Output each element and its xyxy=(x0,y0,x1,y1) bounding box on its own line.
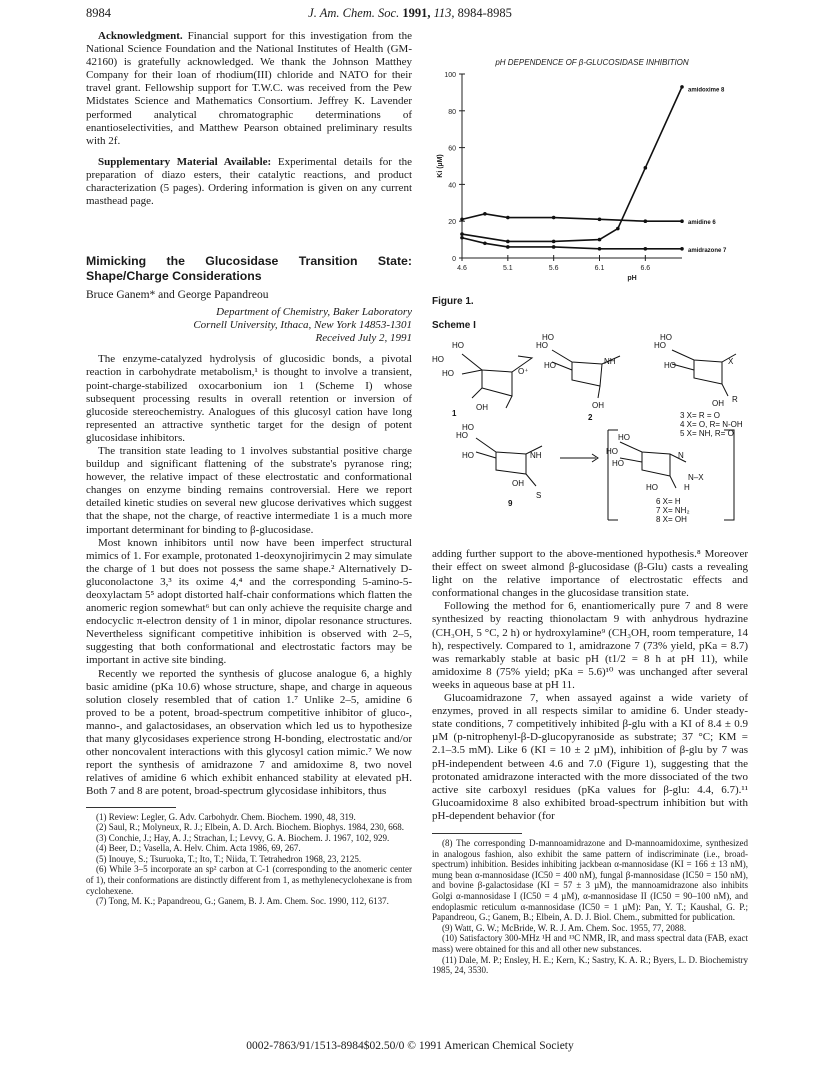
figure-title: pH DEPENDENCE OF β-GLUCOSIDASE INHIBITION xyxy=(495,58,689,67)
c6-h: H xyxy=(684,483,690,492)
scheme-structures xyxy=(432,334,748,540)
body-paragraph-2: The transition state leading to 1 involves substantial positive charge buildup and significant flattening of the substrate's pyranose ring; however, the relative impact of these electrostatic and conformational changes on enzyme binding remains controversial. Here we report detailed kinetic studies on several new glucose derivatives which suggest that the shape, not the charge, of reactive intermediate 1 is a much more important determinant for binding to β-glucosidase. xyxy=(86,444,412,536)
series-0-point-5 xyxy=(644,166,648,170)
c1-oh: OH xyxy=(476,403,488,412)
c9-oh: OH xyxy=(512,479,524,488)
y-tick-label-4: 80 xyxy=(448,108,456,116)
page-footer: 0002-7863/91/1513-8984$02.50/0 © 1991 American Chemical Society xyxy=(246,1040,574,1052)
c2-oh: OH xyxy=(592,401,604,410)
c6-ho-3: HO xyxy=(612,459,624,468)
c2-ho-1: HO xyxy=(536,341,548,350)
footnote-rule xyxy=(86,807,176,808)
right-footnote-rule xyxy=(432,833,522,834)
c1-ho-1: HO xyxy=(452,341,464,350)
journal-volume: 113, xyxy=(433,6,455,20)
footnote-8: (8) The corresponding D-mannoamidrazone and D-mannoamidoxime, synthesized in analogous fashion, also exhibit the same pattern of indiscriminate (i.e., broad-spectrum) inhibition. Besides inhibiting jackbean α-mannosidase (KI = 166 ± 13 nM), mung bean α-mannosidase (IC50 = 400 nM), fungal β-mannosidase (IC50 = 150 nM), and bovine β-galactosidase (KI = 57 ± 3 µM), the mannoamidrazone also inhibits Golgi α-mannosidase I (IC50 = 4 µM), α-mannosidase II (IC50 = 90–100 nM), and endoplasmic reticulum α-mannosidase (IC50 = 1 µM): Pan, Y. T.; Kaushal, G. P.; Papandreou, G.; Ganem, B.; Elbein, A. D. J. Biol. Chem., submitted for publication. xyxy=(432,837,748,923)
footnote-7: (7) Tong, M. K.; Papandreou, G.; Ganem, B. J. Am. Chem. Soc. 1990, 112, 6137. xyxy=(96,896,389,907)
compound-2-label: 2 xyxy=(588,413,593,422)
c6-nx: N–X xyxy=(688,473,704,482)
legend-8: 8 X= OH xyxy=(656,515,687,524)
series-label-1: amidine 6 xyxy=(688,220,716,227)
received-date: Received July 2, 1991 xyxy=(315,332,412,345)
c1-ho-2: HO xyxy=(432,355,444,364)
x-tick-label-1: 5.1 xyxy=(502,265,513,272)
x-axis-label: pH xyxy=(627,275,637,282)
compound-9-label: 9 xyxy=(508,499,513,508)
y-tick-label-0: 0 xyxy=(452,256,456,263)
footnote-2: (2) Saul, R.; Molyneux, R. J.; Elbein, A. D. Arch. Biochem. Biophys. 1984, 230, 668. xyxy=(96,822,404,833)
series-2-point-6 xyxy=(680,247,684,251)
c9-ho-2: HO xyxy=(462,423,474,432)
legend-6: 6 X= H xyxy=(656,497,681,506)
ph-inhibition-chart xyxy=(432,66,752,291)
series-0-point-2 xyxy=(552,240,556,244)
c6-ho-4: HO xyxy=(646,483,658,492)
x-tick-label-3: 6.1 xyxy=(594,265,605,272)
series-1-point-5 xyxy=(644,219,648,223)
c2-ho-2: HO xyxy=(542,334,554,342)
y-tick-label-2: 40 xyxy=(448,182,456,190)
affiliation-line-2: Cornell University, Ithaca, New York 14853-1301 xyxy=(193,319,412,332)
c3-ho-1: HO xyxy=(654,341,666,350)
series-1-point-6 xyxy=(680,219,684,223)
series-0-point-0 xyxy=(460,232,464,236)
x-tick-label-4: 6.6 xyxy=(640,265,651,272)
series-line-1 xyxy=(462,214,682,221)
x-tick-label-0: 4.6 xyxy=(457,265,467,272)
supp-heading: Supplementary Material Available: xyxy=(98,155,272,168)
c3-r: R xyxy=(732,395,738,404)
c6-ho-2: HO xyxy=(606,447,618,456)
footnote-9: (9) Watt, G. W.; McBride, W. R. J. Am. Chem. Soc. 1955, 77, 2088. xyxy=(442,922,687,933)
footnote-10: (10) Satisfactory 300-MHz ¹H and ¹³C NMR, IR, and mass spectral data (FAB, exact mass) were obtained for this and all other new substances. xyxy=(432,933,748,954)
journal-citation xyxy=(86,6,734,21)
c9-nh: NH xyxy=(530,451,542,460)
c2-ho-3: HO xyxy=(544,361,556,370)
affiliation-line-1: Department of Chemistry, Baker Laboratory xyxy=(216,306,412,319)
c6-ho-1: HO xyxy=(618,433,630,442)
y-tick-label-5: 100 xyxy=(444,72,456,79)
series-1-point-3 xyxy=(552,216,556,220)
c9-s: S xyxy=(536,491,542,500)
supp-text: Experimental details for the preparation of diazo esters, their catalytic reactions, and product characterization (5 pages). Ordering information is given on any current masthead page. xyxy=(86,155,413,208)
c9-ho-1: HO xyxy=(456,431,468,440)
c9-ho-3: HO xyxy=(462,451,474,460)
c3-oh: OH xyxy=(712,399,724,408)
series-0-point-1 xyxy=(506,240,510,244)
right-column xyxy=(432,548,748,976)
c1-oplus: O⁺ xyxy=(518,367,529,376)
c6-n: N xyxy=(678,451,684,460)
series-2-point-3 xyxy=(552,245,556,249)
c3-x: X xyxy=(728,357,734,366)
y-axis-label: Ki (µM) xyxy=(437,154,444,178)
series-1-point-0 xyxy=(460,218,464,222)
series-2-point-2 xyxy=(506,245,510,249)
legend-5: 5 X= NH, R= O xyxy=(680,429,734,438)
y-tick-label-3: 60 xyxy=(448,145,456,153)
x-tick-label-2: 5.6 xyxy=(548,265,559,272)
footnote-6: (6) While 3–5 incorporate an sp² carbon at C-1 (corresponding to the anomeric center of 1), their conformations are distinctly different from 1, as methylenecyclohexane is from cyclohexene. xyxy=(86,864,412,896)
journal-name: J. Am. Chem. Soc. xyxy=(308,6,400,20)
c3-ho-3: HO xyxy=(664,361,676,370)
c2-nh: NH xyxy=(604,357,616,366)
series-2-point-5 xyxy=(644,247,648,251)
series-1-point-1 xyxy=(483,212,487,216)
series-label-0: amidoxime 8 xyxy=(688,87,725,94)
right-paragraph-1: adding further support to the above-mentioned hypothesis.⁸ Moreover their effect on sweet almond β-glucosidase (β-Glu) casts a revealing light on the relative importance of electrostatic effects and conformational changes in the glucosidase transition state. xyxy=(432,548,748,600)
series-0-point-3 xyxy=(598,238,602,242)
footnote-11: (11) Dale, M. P.; Ensley, H. E.; Kern, K.; Sastry, K. A. R.; Byers, L. D. Biochemistry 1985, 24, 3530. xyxy=(432,954,748,976)
ack-heading: Acknowledgment. xyxy=(98,30,183,42)
acknowledgment xyxy=(86,30,412,148)
series-2-point-4 xyxy=(598,247,602,251)
compound-1-label: 1 xyxy=(452,409,457,418)
series-2-point-1 xyxy=(483,241,487,245)
y-tick-label-1: 20 xyxy=(448,219,456,227)
series-2-point-0 xyxy=(460,236,464,240)
chart-marks xyxy=(460,85,727,254)
body-paragraph-1: The enzyme-catalyzed hydrolysis of glucosidic bonds, a pivotal reaction in carbohydrate metabolism,¹ is thought to involve a transient, point-charge-stabilized oxocarbonium ion 1 (Scheme I) whose subsequent processing results in overall retention or inversion of glucoside stereochemistry. Analogues of this glucosyl cation have long represented an attractive synthetic target for the design of potent glucosidase inhibitors. xyxy=(86,353,412,444)
article-title: Mimicking the Glucosidase Transition State: Shape/Charge Considerations xyxy=(86,254,412,283)
footnote-4: (4) Beer, D.; Vasella, A. Helv. Chim. Acta 1986, 69, 267. xyxy=(96,843,301,854)
right-paragraph-2: Following the method for 6, enantiomerically pure 7 and 8 were synthesized by reacting thionolactam 9 with anhydrous hydrazine (CH₃OH, 5 °C, 2 h) or hydroxylamine⁹ (CH₃OH, room temperature, 14 h), respectively. Compared to 1, amidrazone 7 (73% yield, pKa = 8.7) was remarkably stable at basic pH (t1/2 = 8 h at pH 11), while amidoxime 8 (75% yield; pKa = 5.6)¹⁰ was unchanged after several weeks in aqueous base at pH 11. xyxy=(432,600,748,691)
legend-4: 4 X= O, R= N-OH xyxy=(680,420,743,429)
affiliation xyxy=(86,306,412,345)
body-paragraph-4: Recently we reported the synthesis of glucose analogue 6, a highly basic amidine (pKa 10.6) whose structure, shape, and charge in aqueous solution closely resembled that of cation 1.⁷ Unlike 2–5, amidine 6 proved to be a potent, broad-spectrum competitive inhibitor of gluco-, manno-, and galactosidases, an observation which led us to hypothesize that many glycosidases experience strong H-bonding, electrostatic and/or other noncovalent interactions with this glycosyl cation mimic.⁷ We now report the synthesis of amidrazone 7 and amidoxime 8, two novel relatives of amidine 6 which exhibit enhanced stability at elevated pH. Both 7 and 8 are potent, broad-spectrum glycosidase inhibitors, thus xyxy=(86,667,412,798)
page-number: 8984 xyxy=(86,6,111,20)
right-paragraph-3: Glucoamidrazone 7, when assayed against a wide variety of enzymes, proved in all respects similar to amidine 6. Under steady-state conditions, 7 competitively inhibited β-glu with a KI of 8.4 ± 0.9 µM (p-nitrophenyl-β-D-glucopyranoside as substrate; 37 °C; KM = 2.1–3.5 mM). Like 6 (KI = 10 ± 2 µM), inhibition of β-glu by 7 was pH-independent between 4.6 and 7.0 (Figure 1), suggesting that the protonated amidrazone interacted with the more dissociated of the two active site carboxyl residues (pKa values for β-glu: 4.4, 6.7).¹¹ Glucoamidoxime 8 also exhibited broad-spectrum inhibition but with pH-dependent behavior (for xyxy=(432,692,748,822)
scheme-label: Scheme I xyxy=(432,320,476,331)
supplementary xyxy=(86,156,412,208)
footnote-3: (3) Conchie, J.; Hay, A. J.; Strachan, I.; Levvy, G. A. Biochem. J. 1967, 102, 929. xyxy=(96,832,390,843)
footnote-5: (5) Inouye, S.; Tsuruoka, T.; Ito, T.; Niida, T. Tetrahedron 1968, 23, 2125. xyxy=(96,853,362,864)
c1-ho-3: HO xyxy=(442,369,454,378)
journal-pages: 8984-8985 xyxy=(457,6,512,20)
left-column xyxy=(86,30,412,907)
series-label-2: amidrazone 7 xyxy=(688,247,727,254)
body-paragraph-3: Most known inhibitors until now have been imperfect structural mimics of 1. For example, protonated 1-deoxynojirimycin 2 may simulate the charge of 1 but does not possess the same shape.² Alternatively D-gluconolactone 3,³ its oxime 4,⁴ and the corresponding 5-amino-5-deoxylactam 5⁵ adopt distorted half-chair conformations which flatten the anomeric region somewhat⁶ but can only achieve the requisite charge and endocyclic π-electron density of 1 in minor, dipolar resonance structures. Nevertheless significant competitive inhibition is observed with 2–5, suggesting that both conformational and electrostatic factors may be important in active site binding. xyxy=(86,536,412,667)
running-header xyxy=(86,6,734,22)
ack-text: Financial support for this investigation from the National Science Foundation and the National Institutes of Health (GM-42160) is gratefully acknowledged. We thank the Johnson Matthey Company for their loan of rhodium(III) chloride and NATO for their travel grant. Fellowship support for T.W.C. was received from the Pew Midstates Science and Mathematics Consortium. Jeffrey K. Lavender performed analytical chromatographic determinations of enantioselectivities, and Matthew Pearson obtained preliminary results with 2f. xyxy=(86,30,412,147)
legend-3: 3 X= R = O xyxy=(680,411,721,420)
legend-7: 7 X= NH₂ xyxy=(656,506,690,515)
figure-label: Figure 1. xyxy=(432,296,474,307)
series-1-point-4 xyxy=(598,218,602,222)
c3-ho-2: HO xyxy=(660,334,672,342)
footnote-1: (1) Review: Legler, G. Adv. Carbohydr. Chem. Biochem. 1990, 48, 319. xyxy=(96,811,356,822)
series-1-point-2 xyxy=(506,216,510,220)
journal-year: 1991, xyxy=(402,6,431,20)
series-0-point-6 xyxy=(680,85,684,89)
article-authors: Bruce Ganem* and George Papandreou xyxy=(86,289,269,302)
series-0-point-4 xyxy=(616,227,620,231)
